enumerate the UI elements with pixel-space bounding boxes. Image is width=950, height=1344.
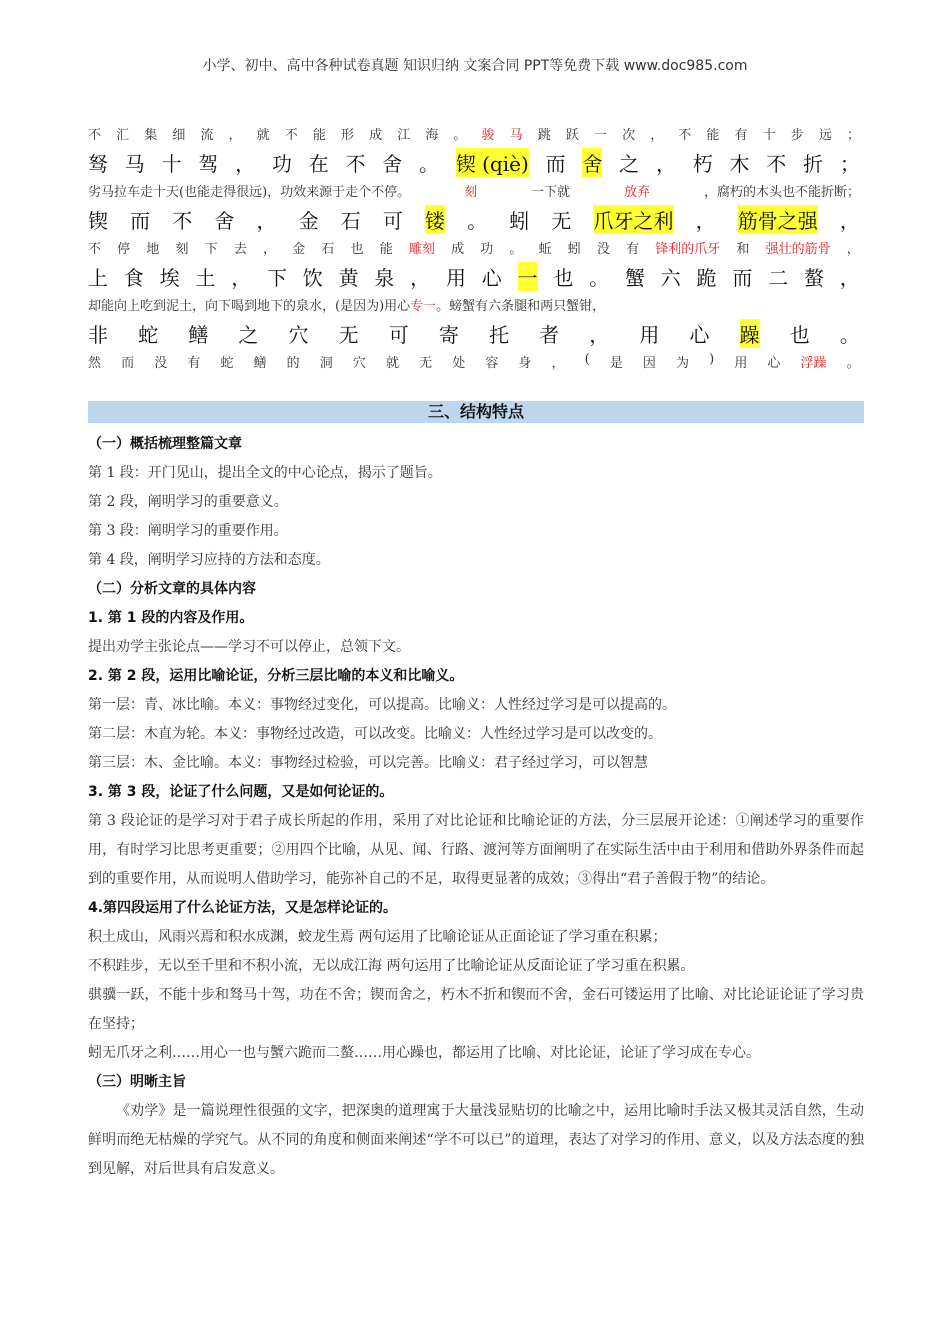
translation-segment: 容 — [485, 356, 499, 371]
translation-segment: 次 — [622, 128, 636, 143]
translation-segment: ， — [551, 356, 565, 371]
translation-segment: 能 — [706, 128, 720, 143]
structure-content — [88, 430, 864, 1184]
translation-segment: 之 — [619, 152, 640, 176]
translation-segment: 地 — [146, 242, 160, 257]
translation-line-small — [88, 181, 860, 200]
sub1-item: 第 3 段：阐明学习的重要作用。 — [88, 523, 288, 539]
translation-segment: 驽 — [88, 152, 108, 176]
translation-segment: 舍 — [582, 148, 602, 177]
translation-segment: 。 — [467, 209, 488, 233]
translation-segment: 细 — [172, 128, 186, 143]
sub3-title: （三）明晰主旨 — [88, 1074, 186, 1090]
translation-segment: 之 — [238, 323, 259, 347]
translation-segment: 专一 — [410, 299, 437, 314]
translation-segment: 有 — [187, 356, 201, 371]
translation-segment: ； — [846, 128, 860, 143]
translation-segment: 可 — [382, 209, 403, 233]
translation-segment: 有 — [734, 128, 748, 143]
translation-segment: 无 — [419, 356, 433, 371]
translation-segment: 马 — [124, 152, 145, 176]
q4-line: 积土成山，风雨兴焉和积水成渊，蛟龙生焉 两句运用了比喻论证从正面论证了学习重在积累； — [88, 929, 667, 945]
translation-segment: 。 — [419, 152, 440, 176]
translation-segment: 跳 — [537, 128, 551, 143]
translation-segment: ， — [410, 266, 431, 290]
translation-segment: 马 — [509, 128, 523, 143]
translation-segment: 下 — [266, 266, 287, 290]
translation-segment: 筋骨之强 — [738, 205, 818, 234]
translation-line-small — [88, 238, 860, 257]
translation-segment: 心 — [481, 266, 502, 290]
translation-segment: 。螃蟹有六条腿和两只蟹钳， — [436, 299, 606, 314]
translation-segment: 泉 — [374, 266, 395, 290]
translation-segment: ， — [256, 209, 277, 233]
translation-segment: 石 — [340, 209, 361, 233]
page-header: 小学、初中、高中各种试卷真题 知识归纳 文案合同 PPT等免费下载 www.doc985.com — [202, 58, 748, 74]
translation-segment: 木 — [729, 152, 750, 176]
translation-segment: ， — [655, 152, 676, 176]
translation-segment: 蚯 — [538, 242, 552, 257]
translation-segment: 一 — [593, 128, 607, 143]
translation-segment: 功 — [271, 152, 292, 176]
translation-segment: 集 — [144, 128, 158, 143]
translation-segment: 劣马拉车走十天(也能走得很远)，功效来源于走个不停。 — [88, 185, 411, 200]
translation-segment: 穴 — [352, 356, 366, 371]
translation-segment: 蛇 — [220, 356, 234, 371]
translation-segment: 而 — [545, 152, 566, 176]
translation-segment: 鳝 — [253, 356, 267, 371]
q2-line: 第一层：青、冰比喻。本义：事物经过变化，可以提高。比喻义：人性经过学习是可以提高的。 — [88, 697, 676, 713]
q4-line: 蚓无爪牙之利……用心一也与蟹六跪而二螯……用心躁也，都运用了比喻、对比论证，论证了学习成在专心。 — [88, 1045, 760, 1061]
translation-segment: 也 — [553, 266, 574, 290]
translation-segment: 因 — [642, 356, 656, 371]
translation-segment: 停 — [117, 242, 131, 257]
translation-segment: 一 — [518, 262, 538, 291]
translation-segment: 强壮的筋骨 — [765, 242, 831, 257]
translation-segment: 穴 — [288, 323, 309, 347]
q2-line: 第三层：木、金比喻。本义：事物经过检验，可以完善。比喻义：君子经过学习，可以智慧 — [88, 755, 648, 771]
translation-segment: ， — [695, 209, 716, 233]
translation-segment: ， — [839, 266, 860, 290]
translation-segment: 黄 — [338, 266, 359, 290]
translation-segment: 驾 — [198, 152, 219, 176]
translation-segment: 放弃 — [624, 185, 651, 200]
translation-segment: 功 — [480, 242, 494, 257]
translation-segment: 者 — [539, 323, 560, 347]
translation-segment: ，腐朽的木头也不能折断； — [703, 185, 860, 200]
translation-segment: 。 — [846, 356, 860, 371]
translation-segment: 蛇 — [138, 323, 159, 347]
translation-segment: 爪牙之利 — [594, 205, 674, 234]
translation-segment: ， — [231, 266, 252, 290]
translation-segment: 不 — [284, 128, 298, 143]
translation-segment: 成 — [451, 242, 465, 257]
sub1-title: （一）概括梳理整篇文章 — [88, 436, 242, 452]
translation-segment: 蚓 — [509, 209, 530, 233]
translation-segment: 舍 — [382, 152, 403, 176]
translation-segment: 能 — [379, 242, 393, 257]
translation-segment: 流 — [200, 128, 214, 143]
translation-segment: 十 — [762, 128, 776, 143]
translation-segment: 无 — [338, 323, 359, 347]
translation-segment: 能 — [312, 128, 326, 143]
translation-segment: ) — [709, 352, 715, 367]
translation-segment: 。 — [453, 128, 467, 143]
translation-segment: 远 — [818, 128, 832, 143]
translation-segment: 用 — [639, 323, 660, 347]
translation-segment: 一下就 — [531, 185, 571, 200]
sub1-item: 第 1 段：开门见山，提出全文的中心论点，揭示了题旨。 — [88, 465, 442, 481]
q1-text: 提出劝学主张论点——学习不可以停止，总领下文。 — [88, 639, 410, 655]
translation-segment: 食 — [123, 266, 144, 290]
translation-segment: 没 — [596, 242, 610, 257]
translation-segment: ； — [839, 152, 860, 176]
translation-segment: 六 — [660, 266, 681, 290]
translation-segment: 不 — [88, 242, 102, 257]
translation-segment: 雕刻 — [408, 242, 435, 257]
translation-segment: 二 — [768, 266, 789, 290]
translation-segment: 而 — [732, 266, 753, 290]
translation-segment: 刻 — [464, 185, 478, 200]
translation-segment: 心 — [767, 356, 781, 371]
translation-segment: ， — [589, 323, 610, 347]
translation-segment: 饮 — [302, 266, 323, 290]
translation-segment: 去 — [233, 242, 247, 257]
translation-segment: 处 — [452, 356, 466, 371]
translation-segment: 有 — [626, 242, 640, 257]
translation-segment: 锋利的爪牙 — [655, 242, 721, 257]
translation-line-small — [88, 124, 860, 143]
translation-segment: 不 — [345, 152, 366, 176]
translation-segment: 蚓 — [567, 242, 581, 257]
translation-segment: 舍 — [214, 209, 235, 233]
translation-segment: 心 — [689, 323, 710, 347]
translation-segment: 不 — [172, 209, 193, 233]
translation-segment: 浮躁 — [800, 356, 827, 371]
translation-segment: 汇 — [116, 128, 130, 143]
translation-segment: 和 — [736, 242, 750, 257]
translation-segment: ， — [650, 128, 664, 143]
translation-segment: 可 — [388, 323, 409, 347]
translation-segment: ， — [839, 209, 860, 233]
translation-segment: ， — [846, 242, 860, 257]
translation-segment: 折 — [803, 152, 824, 176]
translation-segment: 也 — [789, 323, 810, 347]
translation-segment: 无 — [551, 209, 572, 233]
q4-line: 不积跬步，无以至千里和不积小流，无以成江海 两句运用了比喻论证从反面论证了学习重在积累。 — [88, 958, 695, 974]
translation-line-big — [88, 205, 860, 234]
translation-segment: 海 — [425, 128, 439, 143]
section-title: 三、结构特点 — [88, 401, 864, 423]
translation-segment: 的 — [286, 356, 300, 371]
q3-title: 3. 第 3 段，论证了什么问题，又是如何论证的。 — [88, 784, 394, 800]
translation-line-big — [88, 319, 860, 348]
translation-segment: 埃 — [159, 266, 180, 290]
translation-segment: 上 — [88, 266, 108, 290]
translation-segment: 用 — [734, 356, 748, 371]
translation-segment: 镂 — [425, 205, 445, 234]
translation-segment: 刻 — [175, 242, 189, 257]
translation-segment: ， — [235, 152, 256, 176]
translation-segment: 鳝 — [188, 323, 209, 347]
translation-segment: 土 — [195, 266, 216, 290]
translation-segment: 骏 — [481, 128, 495, 143]
translation-segment: 成 — [369, 128, 383, 143]
translation-segment: 金 — [292, 242, 306, 257]
translation-segment: 然 — [88, 356, 102, 371]
q2-title: 2. 第 2 段，运用比喻论证，分析三层比喻的本义和比喻义。 — [88, 668, 464, 684]
translation-segment: 锲 (qiè) — [456, 148, 529, 177]
translation-segment: 为 — [676, 356, 690, 371]
translation-segment: 跪 — [696, 266, 717, 290]
translation-line-small — [88, 352, 860, 371]
translation-segment: 而 — [121, 356, 135, 371]
sub3-text: 《劝学》是一篇说理性很强的文字，把深奥的道理寓于大量浅显贴切的比喻之中，运用比喻时手法又极其灵活自然，生动鲜明而绝无枯燥的学究气。从不同的角度和侧面来阐述“学不可以已”的道理，表达了对学习的作用、意义，以及方法态度的独到见解，对后世具有启发意义。 — [88, 1103, 864, 1177]
translation-segment: 也 — [350, 242, 364, 257]
translation-segment: 金 — [298, 209, 319, 233]
translation-segment: ， — [228, 128, 242, 143]
translation-segment: 就 — [385, 356, 399, 371]
translation-segment: 石 — [321, 242, 335, 257]
q4-title: 4.第四段运用了什么论证方法，又是怎样论证的。 — [88, 900, 398, 916]
translation-segment: 非 — [88, 323, 108, 347]
translation-segment: 就 — [256, 128, 270, 143]
translation-segment: 用 — [445, 266, 466, 290]
translation-segment: 跃 — [565, 128, 579, 143]
translation-segment: ( — [584, 352, 590, 367]
translation-segment: ， — [263, 242, 277, 257]
translation-line-small — [88, 295, 860, 314]
translation-segment: 洞 — [319, 356, 333, 371]
translation-segment: 不 — [88, 128, 102, 143]
translation-segment: 托 — [489, 323, 509, 347]
translation-line-big — [88, 148, 860, 177]
translation-segment: 是 — [609, 356, 623, 371]
translation-segment: 十 — [161, 152, 182, 176]
translation-segment: 在 — [308, 152, 329, 176]
translation-segment: 螯 — [803, 266, 824, 290]
translation-segment: 。 — [509, 242, 523, 257]
translation-segment: 步 — [790, 128, 804, 143]
translation-segment: 寄 — [438, 323, 459, 347]
sub2-title: （二）分析文章的具体内容 — [88, 581, 256, 597]
translation-segment: 蟹 — [624, 266, 645, 290]
translation-segment: 不 — [766, 152, 787, 176]
q1-title: 1. 第 1 段的内容及作用。 — [88, 610, 254, 626]
translation-segment: 江 — [397, 128, 411, 143]
translation-segment: 而 — [130, 209, 151, 233]
sub1-item: 第 2 段，阐明学习的重要意义。 — [88, 494, 288, 510]
translation-segment: 不 — [678, 128, 692, 143]
translation-segment: 。 — [839, 323, 860, 347]
q4-line: 骐骥一跃，不能十步和驽马十驾，功在不舍；锲而舍之，朽木不折和锲而不舍，金石可镂运用了比喻、对比论证论证了学习贵在坚持； — [88, 987, 864, 1032]
translation-line-big — [88, 262, 860, 291]
translation-segment: 锲 — [88, 209, 108, 233]
translation-segment: 朽 — [692, 152, 713, 176]
translation-segment: 却能向上吃到泥土，向下喝到地下的泉水，(是因为)用心 — [88, 299, 411, 314]
translation-segment: 没 — [154, 356, 168, 371]
translation-segment: 形 — [340, 128, 354, 143]
translation-segment: 躁 — [740, 319, 760, 348]
q2-line: 第二层：木直为轮。本义：事物经过改造，可以改变。比喻义：人性经过学习是可以改变的。 — [88, 726, 662, 742]
translation-segment: 下 — [204, 242, 218, 257]
q3-text: 第 3 段论证的是学习对于君子成长所起的作用，采用了对比论证和比喻论证的方法，分三层展开论述：①阐述学习的重要作用，有时学习比思考更重要；②用四个比喻，从见、闻、行路、渡河等方面阐明了在实际生活中由于利用和借助外界条件而起到的重要作用，从而说明人借助学习，能弥补自己的不足，取得更显著的成效；③得出“君子善假于物”的结论。 — [88, 813, 864, 887]
translation-segment: 。 — [589, 266, 610, 290]
translation-segment: 身 — [518, 356, 532, 371]
sub1-item: 第 4 段，阐明学习应持的方法和态度。 — [88, 552, 330, 568]
